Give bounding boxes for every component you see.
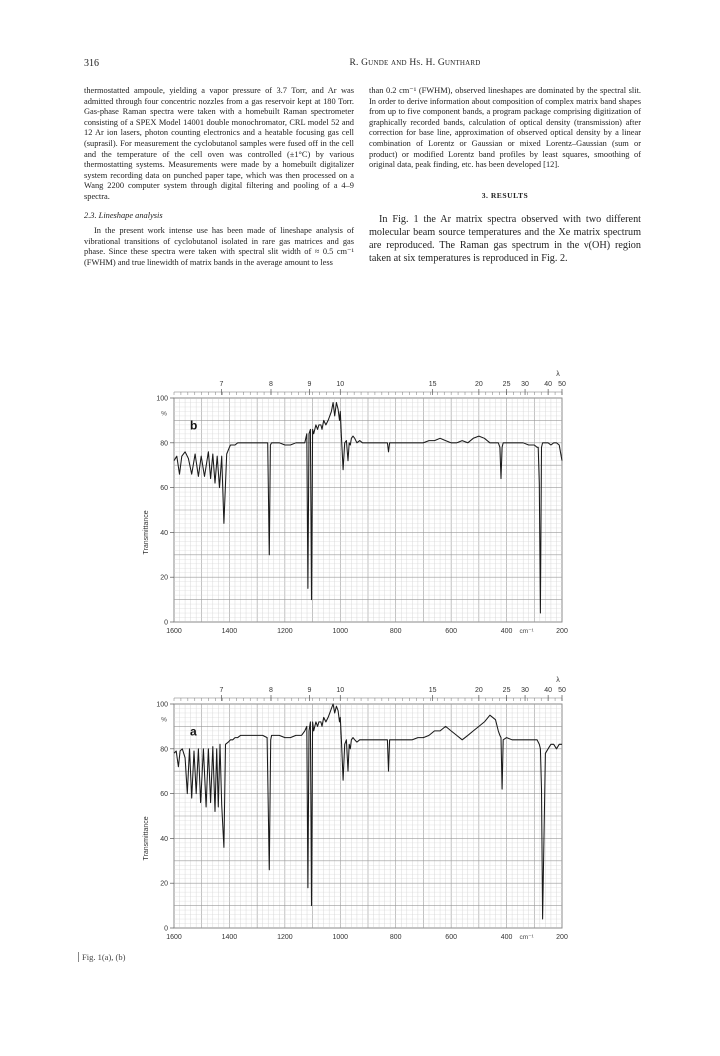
x-tick-label: 1600 [166, 934, 182, 941]
section-heading-lineshape: 2.3. Lineshape analysis [84, 210, 163, 220]
panel-letter: a [190, 724, 197, 739]
x-tick-label: 600 [445, 628, 457, 635]
spectrum-chart-b [130, 360, 590, 660]
top-tick-label: 40 [544, 687, 553, 694]
top-tick-label: 8 [269, 687, 273, 694]
figure-panel-b [130, 360, 590, 660]
percent-sign: % [161, 410, 167, 418]
x-tick-label: 1000 [332, 934, 349, 941]
x-tick-label: 1600 [166, 628, 182, 635]
top-tick-label: 9 [307, 687, 312, 694]
lambda-symbol: λ [556, 371, 560, 378]
y-tick-label: 0 [164, 619, 168, 627]
right-paragraph-2: In Fig. 1 the Ar matrix spectra observed with two different molecular beam source temperatures and the Xe matrix spectrum are reproduced. The Raman gas spectrum in the ν(OH) region taken at six temperatures is reproduced in Fig. 2. [369, 214, 641, 265]
y-axis-label: Transmittance [143, 510, 150, 555]
top-tick-label: 9 [307, 381, 312, 388]
percent-sign: % [161, 716, 167, 724]
top-tick-label: 25 [502, 687, 511, 694]
top-tick-label: 15 [428, 381, 437, 388]
top-tick-label: 15 [428, 687, 437, 694]
top-tick-label: 30 [521, 381, 529, 388]
top-tick-label: 20 [474, 381, 483, 388]
x-tick-label: 400 [500, 934, 513, 941]
x-tick-label: 1400 [221, 628, 238, 635]
results-heading: 3. RESULTS [481, 190, 529, 200]
y-tick-label: 40 [160, 835, 168, 843]
y-tick-label: 100 [156, 701, 168, 709]
top-tick-label: 7 [219, 687, 224, 694]
page-number: 316 [84, 58, 99, 69]
left-column [84, 86, 354, 269]
x-tick-label: 800 [389, 934, 402, 941]
left-paragraph-1: thermostatted ampoule, yielding a vapor pressure of 3.7 Torr, and Ar was admitted through four concentric nozzles from a gas reservoir kept at 180 Torr. Gas-phase Raman spectra were taken with a homebuilt Raman spectrometer consisting of a SPEX Model 14001 double monochromator, CRL model 52 and 12 Ar ion lasers, photon counting electronics and a heatable focusing gas cell (suprasil). For measurement the cyclobutanol samples were fused off in the cell and the temperature of the cell oven was controlled (±1°C) by various thermostatting systems. Measurements were made by a homebuilt digitalizer system recording data on punched paper tape, which was then processed on a Wang 2200 computer system through digital filtering and pooling of a 4–9 spectra. [84, 86, 354, 201]
x-tick-label: 400 [500, 628, 513, 635]
x-tick-label: 200 [556, 934, 568, 941]
x-tick-label: 1200 [277, 628, 293, 635]
top-tick-label: 50 [558, 381, 566, 388]
top-tick-label: 10 [336, 687, 345, 694]
running-title: R. Gunde and Hs. H. Gunthard [349, 58, 481, 68]
x-tick-label: 1200 [277, 934, 293, 941]
top-tick-label: 10 [336, 381, 345, 388]
left-paragraph-2: In the present work intense use has been made of lineshape analysis of vibrational transitions of cyclobutanol isolated in rare gas matrices and gas phase. Since these spectra were taken with spectral slit width of ≈ 0.5 cm⁻¹ (FWHM) and true linewidth of matrix bands in the average amount to less [84, 226, 354, 267]
top-tick-label: 20 [474, 687, 483, 694]
x-tick-label: 600 [445, 934, 457, 941]
y-tick-label: 60 [160, 791, 168, 799]
spectrum-chart-a [130, 666, 590, 966]
top-tick-label: 25 [502, 381, 511, 388]
y-tick-label: 60 [160, 485, 168, 493]
y-tick-label: 20 [160, 574, 168, 582]
top-tick-label: 50 [558, 687, 566, 694]
right-paragraph-1: than 0.2 cm⁻¹ (FWHM), observed lineshapes are dominated by the spectral slit. In order to derive information about composition of complex matrix band shapes from up to five component bands, a program package comprising digitization of graphically recorded bands, calculation of optical density (transmission) after correction for base line, approximation of observed optical density by a linear combination of Lorentz or Gaussian or mixed Lorentz–Gaussian (sum or product) or modified Lorentz band profiles by least squares, smoothing of original data, peak finding, etc. has been developed [12]. [369, 86, 641, 170]
x-unit-label: cm⁻¹ [519, 934, 534, 941]
top-tick-label: 8 [269, 381, 273, 388]
top-tick-label: 7 [219, 381, 224, 388]
y-tick-label: 0 [164, 925, 168, 933]
y-tick-label: 20 [160, 880, 168, 888]
figure-panel-a [130, 666, 590, 966]
panel-letter: b [190, 418, 198, 433]
x-tick-label: 1400 [221, 934, 238, 941]
x-unit-label: cm⁻¹ [519, 628, 534, 635]
y-tick-label: 80 [160, 440, 168, 448]
right-column [369, 86, 641, 265]
top-tick-label: 40 [544, 381, 553, 388]
y-tick-label: 100 [156, 395, 168, 403]
y-tick-label: 40 [160, 529, 168, 537]
lambda-symbol: λ [556, 677, 560, 684]
figure-caption: Fig. 1(a), (b) [78, 952, 125, 962]
y-tick-label: 80 [160, 746, 168, 754]
x-tick-label: 800 [389, 628, 402, 635]
y-axis-label: Transmittance [143, 816, 150, 861]
top-tick-label: 30 [521, 687, 529, 694]
x-tick-label: 200 [556, 628, 568, 635]
x-tick-label: 1000 [332, 628, 349, 635]
